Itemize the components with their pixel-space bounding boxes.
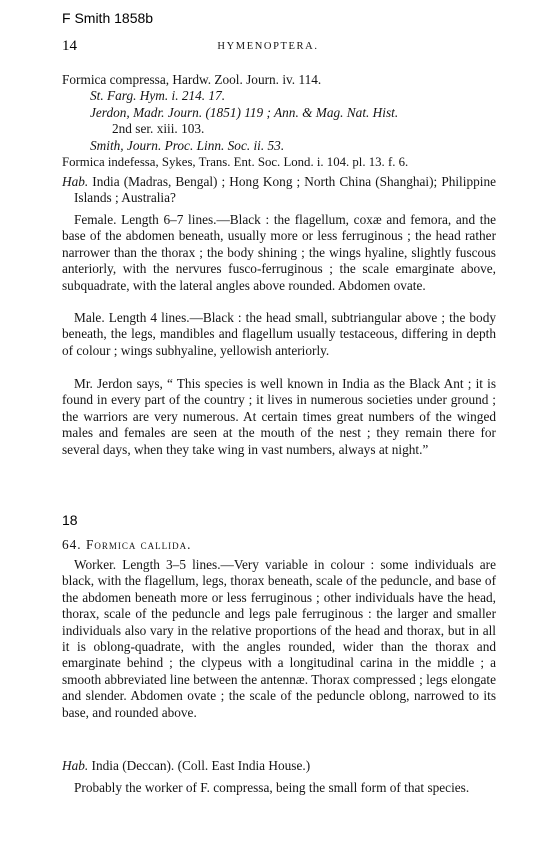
habitat-label: Hab. <box>62 758 89 773</box>
female-text: Female. Length 6–7 lines.—Black : the flagellum, coxæ and femora, and the base of the abdomen beneath, usually more or less ferruginous ; the head rather narrower than the thorax ; the body shining ; the wings hyaline, slightly fuscous anteriorly, with the nervures fusco-ferruginous ; the scale emarginate above, subquadrate, with the lateral angles above rounded. Abdomen ovate. <box>62 212 496 293</box>
section-number: 18 <box>62 512 78 528</box>
male-text: Male. Length 4 lines.—Black : the head small, subtriangular above ; the body beneath, the legs, mandibles and flagellum usually testaceous, differing in depth of colour ; wings subhyaline, yellowish anteriorly. <box>62 310 496 358</box>
synonymy-line: 2nd ser. xiii. 103. <box>112 121 205 137</box>
closing-note-text: Probably the worker of F. compressa, being the small form of that species. <box>74 780 470 795</box>
worker-text: Worker. Length 3–5 lines.—Very variable in colour : some individuals are black, with the flagellum, legs, thorax beneath, scale of the peduncle, and base of the abdomen beneath more or less ferruginous ; other individuals have the head, thorax, scale of the peduncle and legs pale ferruginous : the larger and smaller individuals also vary in the relative proportions of the head and thorax, but in all it is oblong-quadrate, with the angles rounded, wider than the thorax and emarginate behind ; the clypeus with a longitudinal carina in the middle ; a smooth abbreviated line between the antennæ. Thorax compressed ; legs elongate and slender. Abdomen ovate ; the scale of the peduncle oblong, narrowed to its base, and rounded above. <box>62 557 496 720</box>
synonymy-line: Jerdon, Madr. Journ. (1851) 119 ; Ann. & Mag. Nat. Hist. <box>90 104 399 120</box>
habitat-text: India (Madras, Bengal) ; Hong Kong ; North China (Shanghai); Philippine Islands ; Australia? <box>74 174 496 206</box>
synonymy-line: Formica compressa, Hardw. Zool. Journ. iv. 114. <box>62 72 322 87</box>
synonymy-line: St. Farg. Hym. i. 214. 17. <box>90 88 226 104</box>
species-heading <box>62 537 496 553</box>
habitat-text: India (Deccan). (Coll. East India House.) <box>88 758 311 773</box>
worker-description <box>62 557 496 721</box>
synonymy-line: Smith, Journ. Proc. Linn. Soc. ii. 53. <box>90 137 285 153</box>
habitat-paragraph-2 <box>62 758 496 774</box>
closing-note <box>62 780 496 796</box>
male-description <box>62 310 496 359</box>
species-heading-text: 64. Formica callida. <box>62 537 192 552</box>
page-number: 14 <box>62 38 77 54</box>
synonymy-list <box>62 72 496 170</box>
female-description <box>62 212 496 294</box>
habitat-paragraph <box>62 174 496 207</box>
file-label: F Smith 1858b <box>62 10 154 26</box>
habitat-label: Hab. <box>62 174 89 189</box>
jerdon-quote-text: Mr. Jerdon says, “ This species is well known in India as the Black Ant ; it is found in every part of the country ; it lives in numerous societies under ground ; the warriors are very numerous. At certain times great numbers of the winged males and females are seen at the mouth of the nest ; they remain there for several days, when they take wing in vast numbers, always at night.” <box>62 376 496 457</box>
running-head: HYMENOPTERA. <box>217 41 319 52</box>
synonymy-line: Formica indefessa, Sykes, Trans. Ent. Soc. Lond. i. 104. pl. 13. f. 6. <box>62 155 409 170</box>
jerdon-quote <box>62 376 496 458</box>
